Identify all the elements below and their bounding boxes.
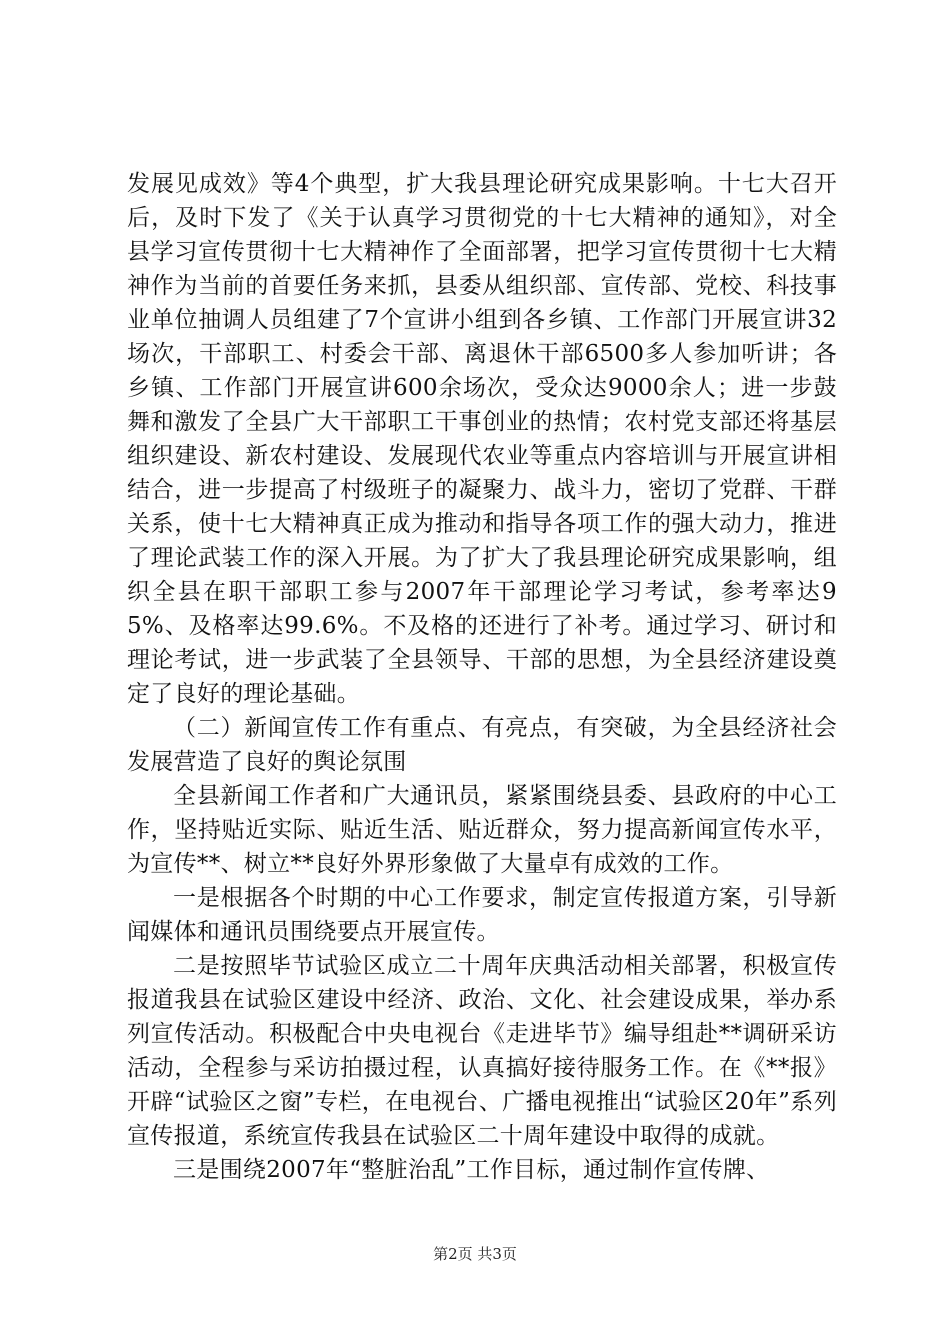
page-footer: 第2页 共3页	[433, 1245, 517, 1263]
body-paragraph: 发展见成效》等4个典型，扩大我县理论研究成果影响。十七大召开后，及时下发了《关于认真学习贯彻党的十七大精神的通知》，对全县学习宣传贯彻十七大精神作了全面部署，把学习宣传贯彻十七大精神作为当前的首要任务来抓，县委从组织部、宣传部、党校、科技事业单位抽调人员组建了7个宣讲小组到各乡镇、工作部门开展宣讲32场次，干部职工、村委会干部、离退休干部6500多人参加听讲；各乡镇、工作部门开展宣讲600余场次，受众达9000余人；进一步鼓舞和激发了全县广大干部职工干事创业的热情；农村党支部还将基层组织建设、新农村建设、发展现代农业等重点内容培训与开展宣讲相结合，进一步提高了村级班子的凝聚力、战斗力，密切了党群、干群关系，使十七大精神真正成为推动和指导各项工作的强大动力，推进了理论武装工作的深入开展。为了扩大了我县理论研究成果影响，组织全县在职干部职工参与2007年干部理论学习考试，参考率达95%、及格率达99.6%。不及格的还进行了补考。通过学习、研讨和理论考试，进一步武装了全县领导、干部的思想，为全县经济建设奠定了良好的理论基础。	[127, 171, 837, 707]
body-paragraph: 二是按照毕节试验区成立二十周年庆典活动相关部署，积极宣传报道我县在试验区建设中经济、政治、文化、社会建设成果，举办系列宣传活动。积极配合中央电视台《走进毕节》编导组赴**调研采访活动，全程参与采访拍摄过程，认真搞好接待服务工作。在《**报》开辟“试验区之窗”专栏，在电视台、广播电视推出“试验区20年”系列宣传报道，系统宣传我县在试验区二十周年建设中取得的成就。	[127, 953, 837, 1149]
section-heading: （二）新闻宣传工作有重点、有亮点，有突破，为全县经济社会发展营造了良好的舆论氛围	[127, 715, 837, 775]
document-body	[127, 167, 837, 1187]
body-paragraph: 一是根据各个时期的中心工作要求，制定宣传报道方案，引导新闻媒体和通讯员围绕要点开展宣传。	[127, 885, 837, 945]
body-paragraph: 三是围绕2007年“整脏治乱”工作目标，通过制作宣传牌、	[173, 1157, 770, 1183]
body-paragraph: 全县新闻工作者和广大通讯员，紧紧围绕县委、县政府的中心工作，坚持贴近实际、贴近生活、贴近群众，努力提高新闻宣传水平，为宣传**、树立**良好外界形象做了大量卓有成效的工作。	[127, 783, 837, 877]
